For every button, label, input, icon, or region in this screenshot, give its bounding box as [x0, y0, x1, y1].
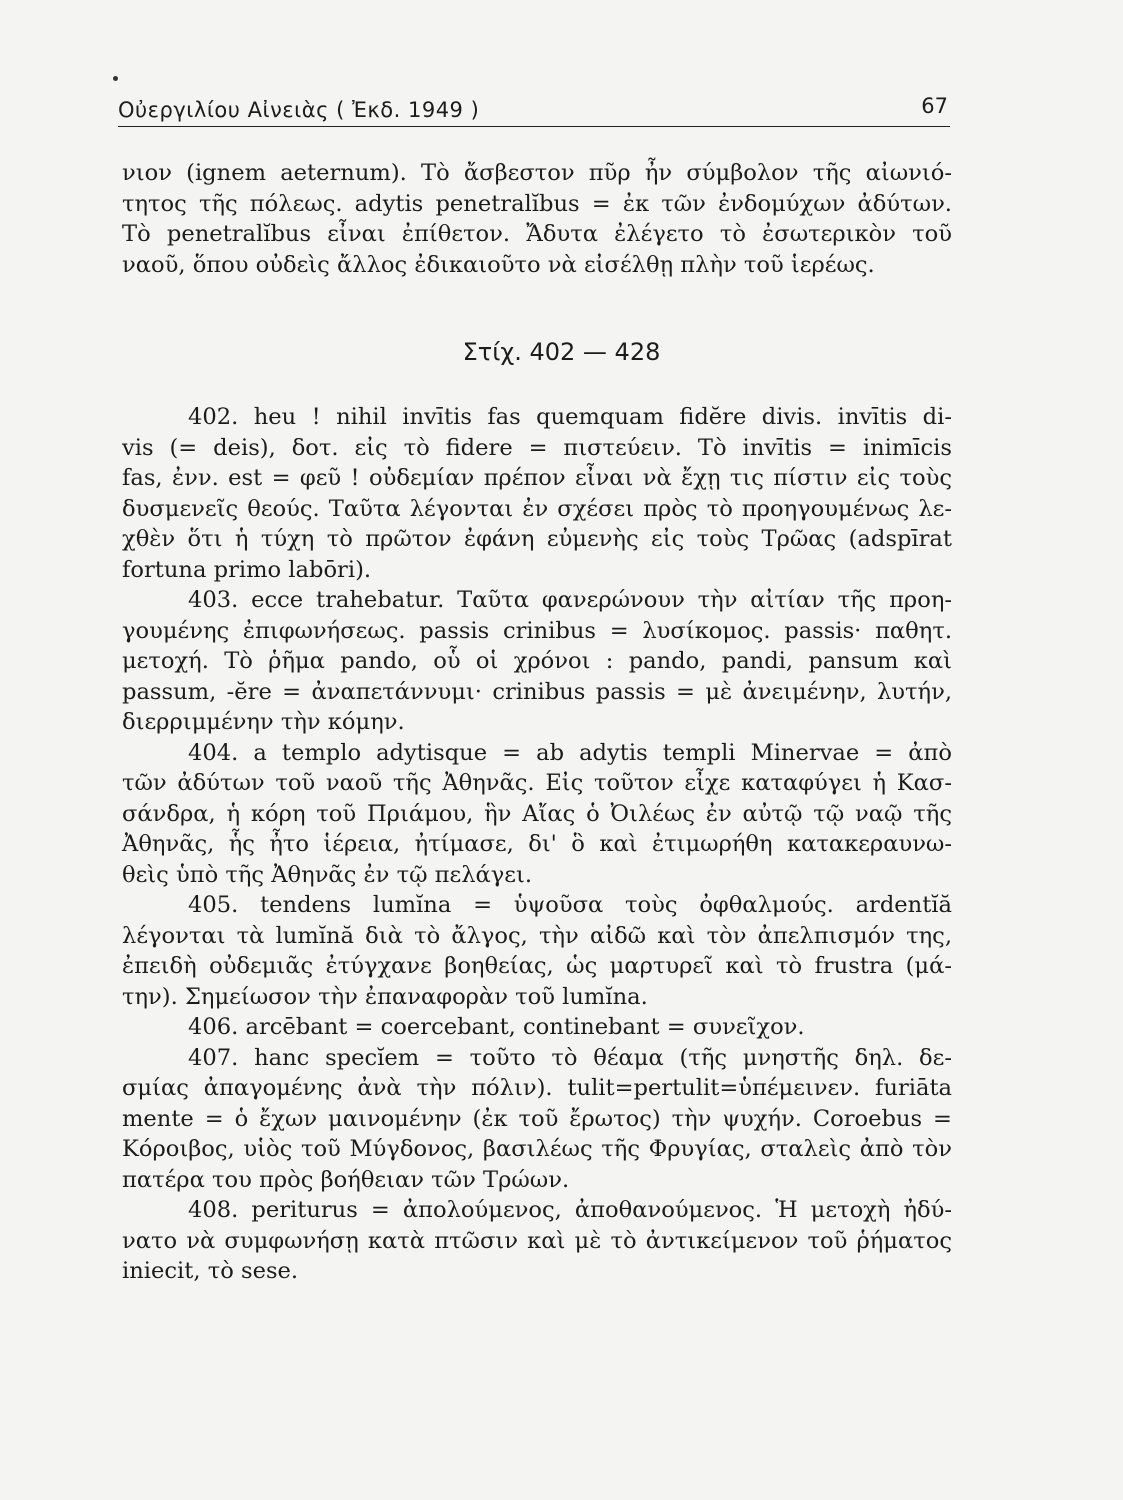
text-line: τῶν ἀδύτων τοῦ ναοῦ τῆς Ἀθηνᾶς. Εἰς τοῦτον εἶχε καταφύγει ἡ Κασ-: [122, 770, 952, 796]
text-line: διερριμμένην τὴν κόμην.: [122, 709, 405, 735]
text-line: τητος τῆς πόλεως. adytis penetralĭbus = ἐκ τῶν ἐνδομύχων ἀδύτων.: [122, 190, 952, 217]
text-line: ναοῦ, ὅπου οὐδεὶς ἄλλος ἐδικαιοῦτο νὰ εἰσέλθῃ πλὴν τοῦ ἱερέως.: [122, 251, 875, 278]
text-line: Κόροιβος, υἱὸς τοῦ Μύγδονος, βασιλέως τῆς Φρυγίας, σταλεὶς ἀπὸ τὸν: [122, 1136, 952, 1162]
text-line: μετοχή. Τὸ ῥῆμα pando, οὗ οἱ χρόνοι : pando, pandi, pansum καὶ: [122, 648, 952, 674]
text-line: ἐπειδὴ οὐδεμιᾶς ἐτύγχανε βοηθείας, ὡς μαρτυρεῖ καὶ τὸ frustra (μά-: [122, 953, 952, 979]
text-line: Ἀθηνᾶς, ἧς ἦτο ἱέρεια, ἠτίμασε, δι' ὃ καὶ ἐτιμωρήθη κατακεραυνω-: [122, 831, 952, 857]
text-line: 406. arcēbant = coercebant, continebant = συνεῖχον.: [188, 1014, 805, 1040]
text-line: θεὶς ὑπὸ τῆς Ἀθηνᾶς ἐν τῷ πελάγει.: [122, 861, 533, 888]
section-heading: Στίχ. 402 — 428: [462, 338, 661, 366]
running-title: Οὐεργιλίου Αἰνειὰς ( Ἐκδ. 1949 ): [118, 98, 480, 122]
text-line: passum, -ĕre = ἀναπετάννυμι· crinibus passis = μὲ ἀνειμένην, λυτήν,: [122, 678, 952, 705]
text-line: λέγονται τὰ lumĭnă διὰ τὸ ἄλγος, τὴν αἰδῶ καὶ τὸν ἀπελπισμόν της,: [122, 922, 952, 949]
page-mark: [113, 76, 118, 81]
text-line: δυσμενεῖς θεούς. Ταῦτα λέγονται ἐν σχέσει πρὸς τὸ προηγουμένως λε-: [122, 495, 952, 522]
page-number: 67: [921, 94, 948, 118]
text-line: 402. heu ! nihil invītis fas quemquam fidĕre divis. invītis di-: [188, 404, 952, 430]
text-line: 405. tendens lumĭna = ὑψοῦσα τοὺς ὀφθαλμούς. ardentĭă: [188, 892, 952, 918]
text-line: σάνδρα, ἡ κόρη τοῦ Πριάμου, ἣν Αἴας ὁ Ὀιλέως ἐν αὐτῷ τῷ ναῷ τῆς: [122, 800, 952, 827]
text-line: σμίας ἀπαγομένης ἀνὰ τὴν πόλιν). tulit=pertulit=ὑπέμεινεν. furiāta: [122, 1075, 952, 1101]
text-line: νιον (ignem aeternum). Τὸ ἄσβεστον πῦρ ἦν σύμβολον τῆς αἰωνιό-: [122, 160, 952, 186]
text-line: fas, ἐνν. est = φεῦ ! οὐδεμίαν πρέπον εἶναι νὰ ἔχῃ τις πίστιν εἰς τοὺς: [122, 465, 952, 491]
text-line: fortuna primo labōri).: [122, 556, 372, 583]
text-line: 408. periturus = ἀπολούμενος, ἀποθανούμενος. Ἡ μετοχὴ ἠδύ-: [188, 1197, 952, 1223]
text-line: mente = ὁ ἔχων μαινομένην (ἐκ τοῦ ἔρωτος) τὴν ψυχήν. Coroebus =: [122, 1105, 952, 1132]
text-line: 404. a templo adytisque = ab adytis templi Minervae = ἀπὸ: [188, 739, 952, 766]
page-header: [118, 88, 950, 127]
text-line: vis (= deis), δοτ. εἰς τὸ fidere = πιστεύειν. Τὸ invītis = inimīcis: [122, 434, 952, 461]
text-line: 403. ecce trahebatur. Ταῦτα φανερώνουν τὴν αἰτίαν τῆς προη-: [188, 587, 952, 613]
text-line: νατο νὰ συμφωνήσῃ κατὰ πτῶσιν καὶ μὲ τὸ ἀντικείμενον τοῦ ῥήματος: [122, 1227, 952, 1254]
text-line: γουμένης ἐπιφωνήσεως. passis crinibus = λυσίκομος. passis· παθητ.: [122, 617, 952, 644]
text-line: πατέρα του πρὸς βοήθειαν τῶν Τρώων.: [122, 1166, 570, 1193]
text-line: την). Σημείωσον τὴν ἐπαναφορὰν τοῦ lumĭna.: [122, 983, 648, 1010]
text-line: iniecit, τὸ sese.: [122, 1258, 299, 1284]
text-line: 407. hanc specĭem = τοῦτο τὸ θέαμα (τῆς μνηστῆς δηλ. δε-: [188, 1044, 952, 1071]
text-line: Τὸ penetralĭbus εἶναι ἐπίθετον. Ἄδυτα ἐλέγετο τὸ ἐσωτερικὸν τοῦ: [122, 221, 952, 247]
intro-paragraph: [122, 158, 952, 280]
text-line: χθὲν ὅτι ἡ τύχη τὸ πρῶτον ἐφάνη εὐμενὴς εἰς τοὺς Τρῶας (adspīrat: [122, 526, 952, 552]
commentary: [122, 402, 952, 1287]
